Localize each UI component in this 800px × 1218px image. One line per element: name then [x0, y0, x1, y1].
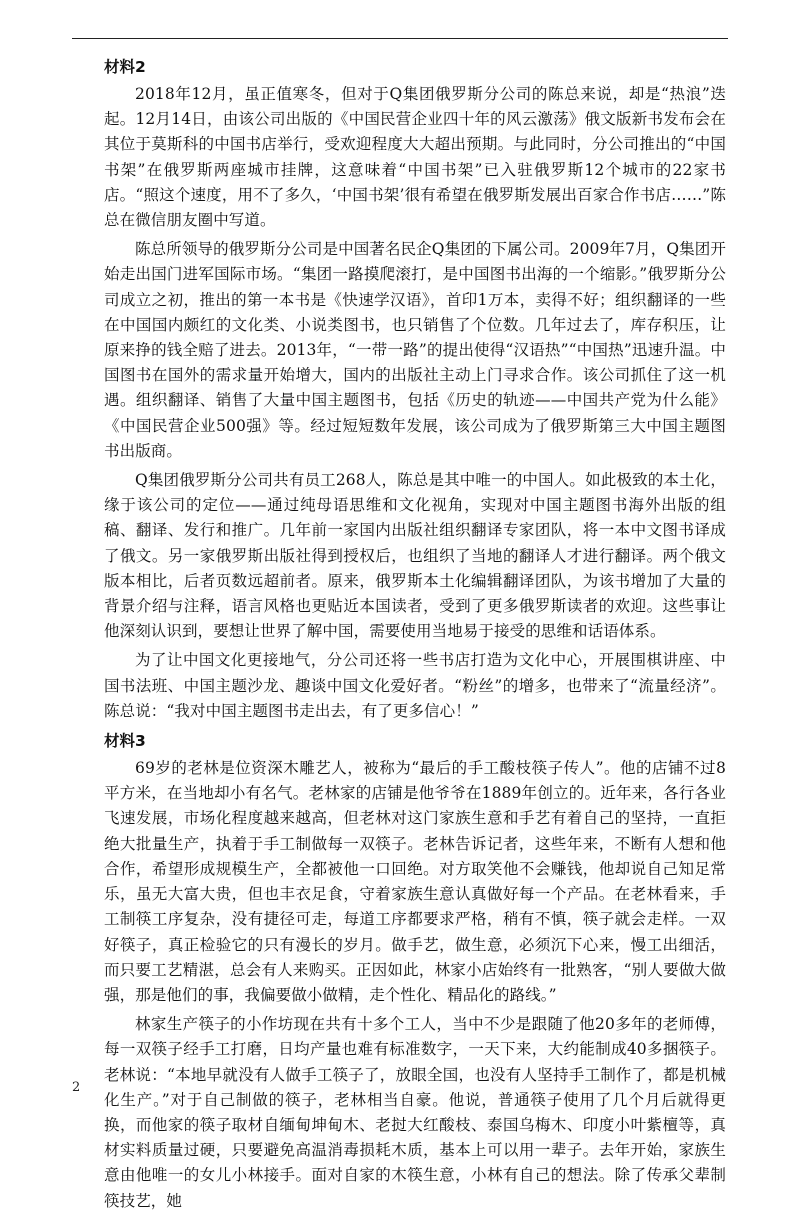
page-body — [104, 54, 726, 1218]
paragraph: 2018年12月，虽正值寒冬，但对于Q集团俄罗斯分公司的陈总来说，却是“热浪”迭起。12月14日，由该公司出版的《中国民营企业四十年的风云激荡》俄文版新书发布会在其位于莫斯科的中国书店举行，受欢迎程度大大超出预期。与此同时，分公司推出的“中国书架”在俄罗斯两座城市挂牌，这意味着“中国书架”已入驻俄罗斯12个城市的22家书店。“照这个速度，用不了多久，‘中国书架’很有希望在俄罗斯发展出百家合作书店……”陈总在微信朋友圈中写道。 — [104, 85, 726, 230]
paragraph: 林家生产筷子的小作坊现在共有十多个工人，当中不少是跟随了他20多年的老师傅，每一双筷子经手工打磨，日均产量也难有标准数字，一天下来，大约能制成40多捆筷子。老林说：“本地早就没有人做手工筷子了，放眼全国，也没有人坚持手工制作了，都是机械化生产。”对于自己制做的筷子，老林相当自豪。他说，普通筷子使用了几个月后就得更换，而他家的筷子取材自缅甸坤甸木、老挝大红酸枝、泰国乌梅木、印度小叶紫檀等，真材实料质量过硬，只要避免高温消毒损耗木质，基本上可以用一辈子。去年开始，家族生意由他唯一的女儿小林接手。面对自家的木筷生意，小林有自己的想法。除了传承父辈制筷技艺，她 — [104, 1015, 726, 1210]
paragraph: 陈总所领导的俄罗斯分公司是中国著名民企Q集团的下属公司。2009年7月，Q集团开始走出国门进军国际市场。“集团一路摸爬滚打，是中国图书出海的一个缩影。”俄罗斯分公司成立之初，推出的第一本书是《快速学汉语》，首印1万本，卖得不好；组织翻译的一些在中国国内颇红的文化类、小说类图书，也只销售了个位数。几年过去了，库存积压，让原来挣的钱全赔了进去。2013年，“一带一路”的提出使得“汉语热”“中国热”迅速升温。中国图书在国外的需求量开始增大，国内的出版社主动上门寻求合作。该公司抓住了这一机遇。组织翻译、销售了大量中国主题图书，包括《历史的轨迹——中国共产党为什么能》《中国民营企业500强》等。经过短短数年发展，该公司成为了俄罗斯第三大中国主题图书出版商。 — [104, 240, 726, 460]
section-heading: 材料2 — [104, 58, 146, 76]
section-material-2 — [104, 54, 726, 724]
paragraph: 为了让中国文化更接地气，分公司还将一些书店打造为文化中心，开展围棋讲座、中国书法班、中国主题沙龙、趣谈中国文化爱好者。“粉丝”的增多，也带来了“流量经济”。陈总说：“我对中国主题图书走出去，有了更多信心！” — [104, 651, 726, 720]
section-heading: 材料3 — [104, 732, 146, 751]
page-number: 2 — [72, 1080, 81, 1095]
section-material-3 — [104, 728, 726, 1214]
paragraph: Q集团俄罗斯分公司共有员工268人，陈总是其中唯一的中国人。如此极致的本土化，缘于该公司的定位——通过纯母语思维和文化视角，实现对中国主题图书海外出版的组稿、翻译、发行和推广。几年前一家国内出版社组织翻译专家团队，将一本中文图书译成了俄文。另一家俄罗斯出版社得到授权后，也组织了当地的翻译人才进行翻译。两个俄文版本相比，后者页数远超前者。原来，俄罗斯本土化编辑翻译团队，为该书增加了大量的背景介绍与注释，语言风格也更贴近本国读者，受到了更多俄罗斯读者的欢迎。这些事让他深刻认识到，要想让世界了解中国，需要使用当地易于接受的思维和话语体系。 — [104, 471, 726, 641]
paragraph: 69岁的老林是位资深木雕艺人，被称为“最后的手工酸枝筷子传人”。他的店铺不过8平方米，在当地却小有名气。老林家的店铺是他爷爷在1889年创立的。近年来，各行各业飞速发展，市场化程度越来越高，但老林对这门家族生意和手艺有着自己的坚持，一直拒绝大批量生产，执着于手工制做每一双筷子。老林告诉记者，这些年来，不断有人想和他合作，希望形成规模生产，全都被他一口回绝。对方取笑他不会赚钱，他却说自己知足常乐，虽无大富大贵，但也丰衣足食，守着家族生意认真做好每一个产品。在老林看来，手工制筷工序复杂，没有捷径可走，每道工序都要求严格，稍有不慎，筷子就会走样。一双好筷子，真正检验它的只有漫长的岁月。做手艺，做生意，必须沉下心来，慢工出细活，而只要工艺精湛，总会有人来购买。正因如此，林家小店始终有一批熟客，“别人要做大做强，那是他们的事，我偏要做小做精，走个性化、精品化的路线。” — [104, 759, 726, 1004]
header-rule — [72, 38, 728, 39]
